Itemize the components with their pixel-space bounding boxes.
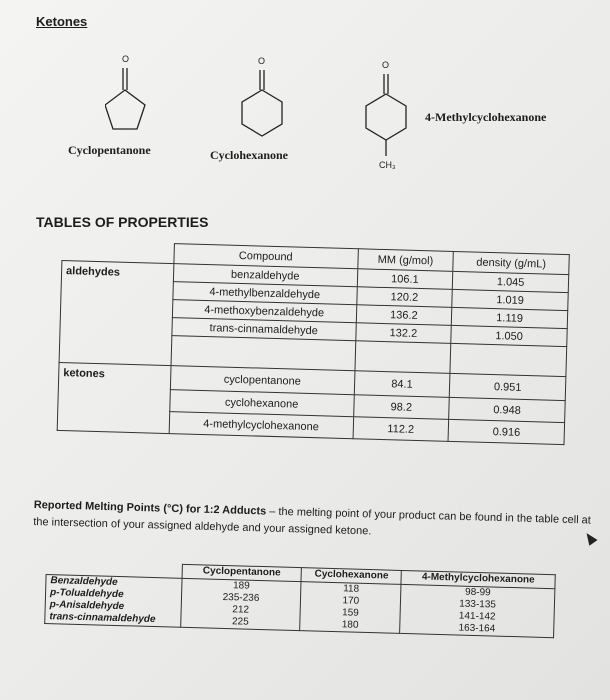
mp-value: 133-135 [459, 598, 497, 611]
mp-value: 189 [232, 580, 250, 592]
structure-name: 4-Methylcyclohexanone [425, 110, 547, 124]
methyl-label: CH₃ [379, 160, 396, 170]
mm-cell: 98.2 [353, 395, 449, 420]
density-cell: 1.045 [453, 271, 569, 292]
compound-cell: cyclohexanone [170, 390, 354, 417]
compound-cell: 4-methylcyclohexanone [169, 412, 353, 439]
structure-name: Cyclohexanone [210, 148, 288, 162]
cyclopentanone-column [180, 578, 301, 630]
methylcyclohexanone-column [400, 584, 555, 637]
header-methylcyclohexanone: 4-Methylcyclohexanone [401, 570, 555, 588]
density-cell: 1.050 [451, 325, 567, 346]
cyclohexanone-column [300, 582, 401, 634]
mp-value: 212 [232, 604, 250, 616]
melting-point-note [33, 497, 594, 547]
structure-name: Cyclopentanone [68, 143, 151, 157]
density-cell: 0.951 [450, 373, 566, 400]
mp-value: 180 [341, 619, 359, 631]
mp-value: 235-236 [222, 591, 260, 604]
cyclohexanone-structure [238, 52, 298, 142]
header-cyclohexanone: Cyclohexanone [301, 568, 401, 585]
density-cell: 1.119 [452, 307, 568, 328]
properties-table [57, 240, 570, 445]
tables-title: TABLES OF PROPERTIES [36, 214, 209, 230]
oxygen-label: O [258, 56, 266, 66]
header-density: density (g/mL) [453, 251, 569, 274]
header-compound: Compound [174, 244, 358, 269]
mm-cell: 112.2 [353, 417, 449, 442]
compound-cell: 4-methylbenzaldehyde [173, 282, 357, 305]
category-aldehydes: aldehydes [59, 261, 174, 366]
page-heading: Ketones [36, 14, 88, 29]
compound-cell: cyclopentanone [170, 366, 354, 395]
header-mm: MM (g/mol) [357, 249, 453, 272]
density-cell: 0.948 [449, 397, 565, 422]
cyclopentanone-structure [105, 52, 165, 142]
compound-cell: trans-cinnamaldehyde [172, 318, 356, 341]
density-cell: 1.019 [452, 289, 568, 310]
mm-cell: 120.2 [356, 287, 452, 308]
oxygen-label: O [122, 54, 130, 64]
compound-cell: benzaldehyde [173, 264, 357, 287]
mp-value: 98-99 [464, 586, 491, 599]
mp-value: 163-164 [458, 622, 496, 635]
oxygen-label: O [382, 60, 390, 70]
header-cyclopentanone: Cyclopentanone [182, 564, 302, 581]
aldehyde-name: trans-cinnamaldehyde [49, 611, 156, 626]
compound-cell: 4-methoxybenzaldehyde [172, 300, 356, 323]
aldehyde-name: p-Anisaldehyde [49, 599, 125, 613]
methylcyclohexanone-structure [360, 56, 420, 176]
melting-point-table [44, 560, 556, 638]
mp-value: 170 [342, 595, 360, 607]
note-text: – the melting point of your product can be found in the table cell at the intersection of your assigned aldehyde and your assigned ketone. [33, 505, 591, 538]
mp-value: 118 [343, 583, 360, 595]
aldehyde-name: p-Tolualdehyde [49, 587, 124, 601]
category-ketones: ketones [57, 362, 171, 433]
aldehyde-column [45, 575, 182, 628]
aldehyde-name: Benzaldehyde [50, 575, 118, 589]
mp-value: 141-142 [458, 610, 496, 623]
mm-cell: 106.1 [357, 269, 453, 290]
mm-cell: 136.2 [356, 305, 452, 326]
mm-cell: 84.1 [354, 371, 450, 398]
density-cell: 0.916 [448, 419, 564, 444]
mp-value: 159 [341, 607, 359, 619]
note-bold: Reported Melting Points (°C) for 1:2 Adducts [33, 498, 267, 518]
mm-cell: 132.2 [355, 323, 451, 344]
mp-value: 225 [231, 616, 249, 628]
